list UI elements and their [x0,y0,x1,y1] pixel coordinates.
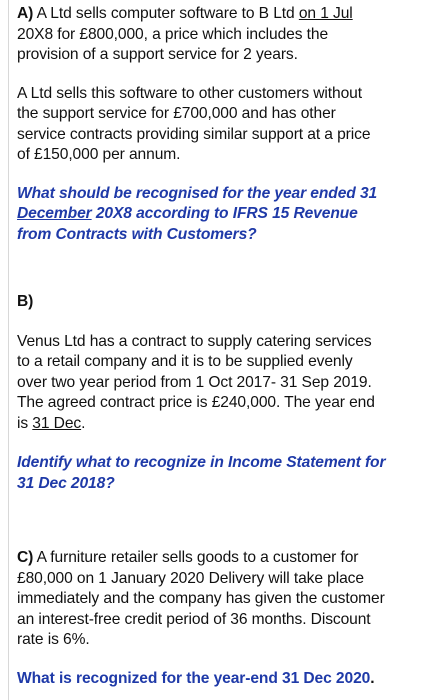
section-a-line-3: provision of a support service for 2 years. [17,46,298,63]
section-a-line-2: 20X8 for £800,000, a price which includes the [17,25,329,43]
section-c-line-1 [17,548,417,569]
section-a-question-line-1: What should be recognised for the year ended 31 [17,184,378,202]
section-a-text: A Ltd sells computer software to B Ltd [33,5,299,22]
section-c-line-4: an interest-free credit period of 36 months. Discount [17,610,371,628]
section-a-question-line-2 [17,204,417,225]
section-c-question [17,669,417,690]
page-left-border [8,0,9,700]
section-b-label: B) [17,293,34,310]
section-a-line-1 [17,4,417,25]
section-b-line-5-pre: is [17,414,33,432]
section-b-year-end-underlined: 31 Dec [32,414,82,432]
section-a-question-underlined: December [17,205,92,222]
section-a-date-underlined: on 1 Jul [298,5,353,22]
section-a-question-line-3: from Contracts with Customers? [17,225,257,243]
section-c-line-5: rate is 6%. [17,631,90,648]
section-c-line-2: £80,000 on 1 January 2020 Delivery will take place [17,569,364,587]
section-b-question [17,453,417,494]
section-c-question-period: . [370,669,375,687]
question-document [17,4,417,689]
section-b-body [17,332,417,435]
section-a-para-2 [17,84,417,166]
section-a-intro [17,4,417,66]
section-c-body [17,548,417,651]
section-a-para-2-line-3: service contracts providing similar support at a price [17,125,371,143]
section-b-line-3: over two year period from 1 Oct 2017- 31 Sep 2019. [17,373,372,391]
section-b-line-1: Venus Ltd has a contract to supply catering services [17,332,372,350]
section-b-question-line-1: Identify what to recognize in Income Statement for [17,454,386,471]
section-b-question-line-2: 31 Dec 2018? [17,474,115,492]
section-b-line-2: to a retail company and it is to be supplied evenly [17,353,353,370]
section-a [17,4,417,245]
section-b-line-4: The agreed contract price is £240,000. The year end [17,394,375,411]
section-b [17,292,417,494]
section-a-question [17,184,417,246]
section-a-para-2-line-4: of £150,000 per annum. [17,146,181,163]
section-a-question-line-2-rest: 20X8 according to IFRS 15 Revenue [91,205,358,222]
section-c-line-1-text: A furniture retailer sells goods to a customer for [33,549,359,566]
section-a-label: A) [17,5,34,22]
section-c-line-3: immediately and the company has given the customer [17,590,385,607]
section-c-label: C) [17,549,34,566]
section-c-question-text: What is recognized for the year-end 31 Dec 2020 [17,669,371,687]
section-b-line-5-post: . [81,414,86,432]
section-a-para-2-line-1: A Ltd sells this software to other customers without [17,84,362,102]
section-b-line-5 [17,414,417,435]
section-c [17,548,417,689]
section-a-para-2-line-2: the support service for £700,000 and has other [17,105,336,122]
